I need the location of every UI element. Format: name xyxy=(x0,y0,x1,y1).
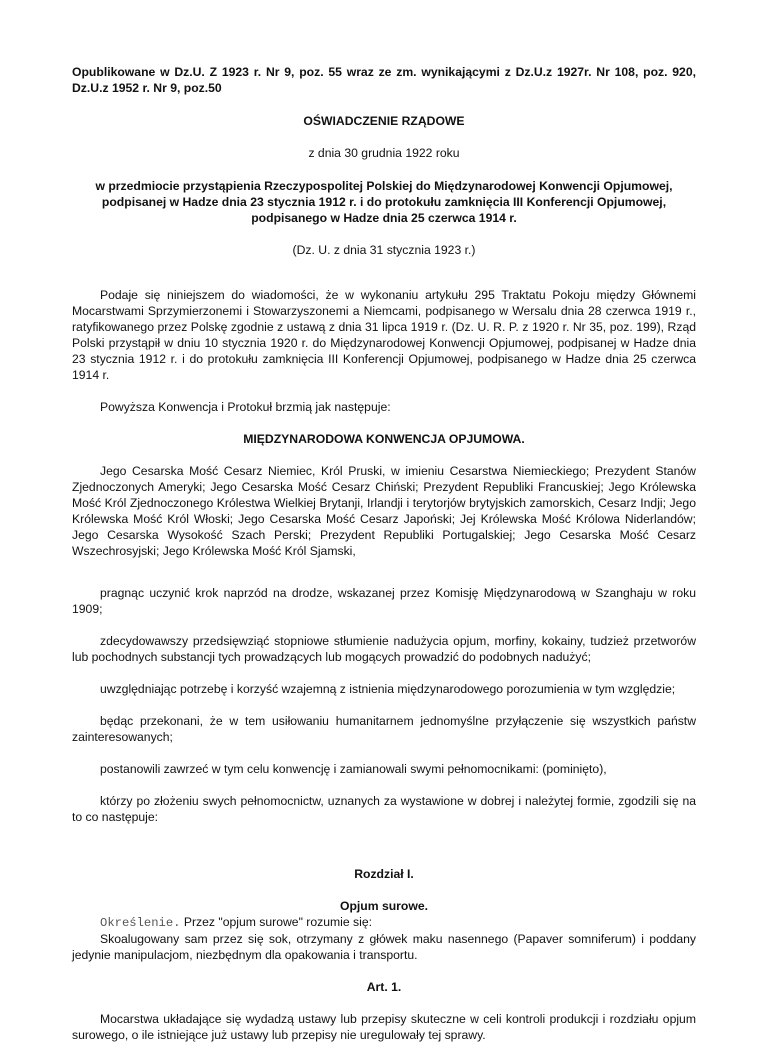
definition-body: Skoalugowany sam przez się sok, otrzymany z główek maku nasennego (Papaver somniferum) i poddany jedynie manipulacjom, niezbędnym dla opakowania i transportu. xyxy=(72,932,696,962)
document-page xyxy=(72,64,696,1043)
document-subject: w przedmiocie przystąpienia Rzeczypospolitej Polskiej do Międzynarodowej Konwencji Opjumowej, podpisanej w Hadze dnia 23 stycznia 1912 r. i do protokułu zamknięcia III Konferencji Opjumowej, podpisanego w Hadze dnia 25 czerwca 1914 r. xyxy=(95,179,673,225)
parties-paragraph: Jego Cesarska Mość Cesarz Niemiec, Król Pruski, w imieniu Cesarstwa Niemieckiego; Prezydent Stanów Zjednoczonych Ameryki; Jego Cesarska Mość Cesarz Chiński; Prezydent Republiki Francuskiej; Jego Królewska Mość Król Zjednoczonego Królestwa Wielkiej Brytanji, Irlandji i terytorjów brytyjskich zamorskich, Cesarz Indji; Jego Królewska Mość Król Włoski; Jego Cesarska Mość Cesarz Japoński; Jej Królewska Mość Królowa Niderlandów; Jego Cesarska Wysokość Szach Perski; Prezydent Republiki Portugalskiej; Jego Cesarska Mość Cesarz Wszechrosyjski; Jego Królewska Mość Król Sjamski, xyxy=(72,464,696,558)
article-text: Mocarstwa układające się wydadzą ustawy lub przepisy skuteczne w celi kontroli produkcji i rozdziału opjum surowego, o ile istniejące już ustawy lub przepisy nie uregulowały tej sprawy. xyxy=(72,1012,696,1042)
preamble-paragraph: którzy po złożeniu swych pełnomocnictw, uznanych za wystawione w dobrej i należytej formie, zgodzili się na to co następuje: xyxy=(72,794,696,824)
document-date: z dnia 30 grudnia 1922 roku xyxy=(308,146,460,160)
chapter-subtitle: Opjum surowe. xyxy=(339,899,429,913)
document-title: OŚWIADCZENIE RZĄDOWE xyxy=(303,114,465,128)
published-in: (Dz. U. z dnia 31 stycznia 1923 r.) xyxy=(292,243,476,257)
article-title: Art. 1. xyxy=(366,980,402,994)
preamble-paragraph: będąc przekonani, że w tem usiłowaniu humanitarnem jednomyślne przyłączenie się wszystkich państw zainteresowanych; xyxy=(72,714,696,744)
publication-note: Opublikowane w Dz.U. Z 1923 r. Nr 9, poz. 55 wraz ze zm. wynikającymi z Dz.U.z 1927r. Nr 108, poz. 920, Dz.U.z 1952 r. Nr 9, poz.50 xyxy=(72,65,696,95)
convention-title: MIĘDZYNARODOWA KONWENCJA OPJUMOWA. xyxy=(243,432,525,446)
follows-paragraph: Powyższa Konwencja i Protokuł brzmią jak następuje: xyxy=(100,400,391,414)
preamble-paragraph: pragnąc uczynić krok naprzód na drodze, wskazanej przez Komisję Międzynarodową w Szanghaju w roku 1909; xyxy=(72,586,696,616)
chapter-title: Rozdział I. xyxy=(354,867,414,881)
preamble-paragraph: postanowili zawrzeć w tym celu konwencję i zamianowali swymi pełnomocnikami: (pominięto), xyxy=(100,762,607,776)
definition-label: Określenie. xyxy=(100,916,181,930)
definition-text: Przez "opjum surowe" rozumie się: xyxy=(180,915,372,929)
definition-line xyxy=(72,914,696,931)
preamble-paragraph: zdecydowawszy przedsięwziąć stopniowe stłumienie nadużycia opjum, morfiny, kokainy, tudzież przetworów lub pochodnych substancji tych prowadzących lub mogących prowadzić do podobnych nadużyć; xyxy=(72,634,696,664)
intro-paragraph: Podaje się niniejszem do wiadomości, że w wykonaniu artykułu 295 Traktatu Pokoju między Głównemi Mocarstwami Sprzymierzonemi i Stowarzyszonemi a Niemcami, podpisanego w Wersalu dnia 28 czerwca 1919 r., ratyfikowanego przez Polskę zgodnie z ustawą z dnia 31 lipca 1919 r. (Dz. U. R. P. z 1920 r. Nr 35, poz. 199), Rząd Polski przystąpił w dniu 10 stycznia 1920 r. do Międzynarodowej Konwencji Opjumowej, podpisanej w Hadze dnia 23 stycznia 1912 r. i do protokułu zamknięcia III Konferencji Opjumowej, podpisanego w Hadze dnia 25 czerwca 1914 r. xyxy=(72,288,696,382)
preamble-paragraph: uwzględniając potrzebę i korzyść wzajemną z istnienia międzynarodowego porozumienia w tym względzie; xyxy=(100,682,676,696)
